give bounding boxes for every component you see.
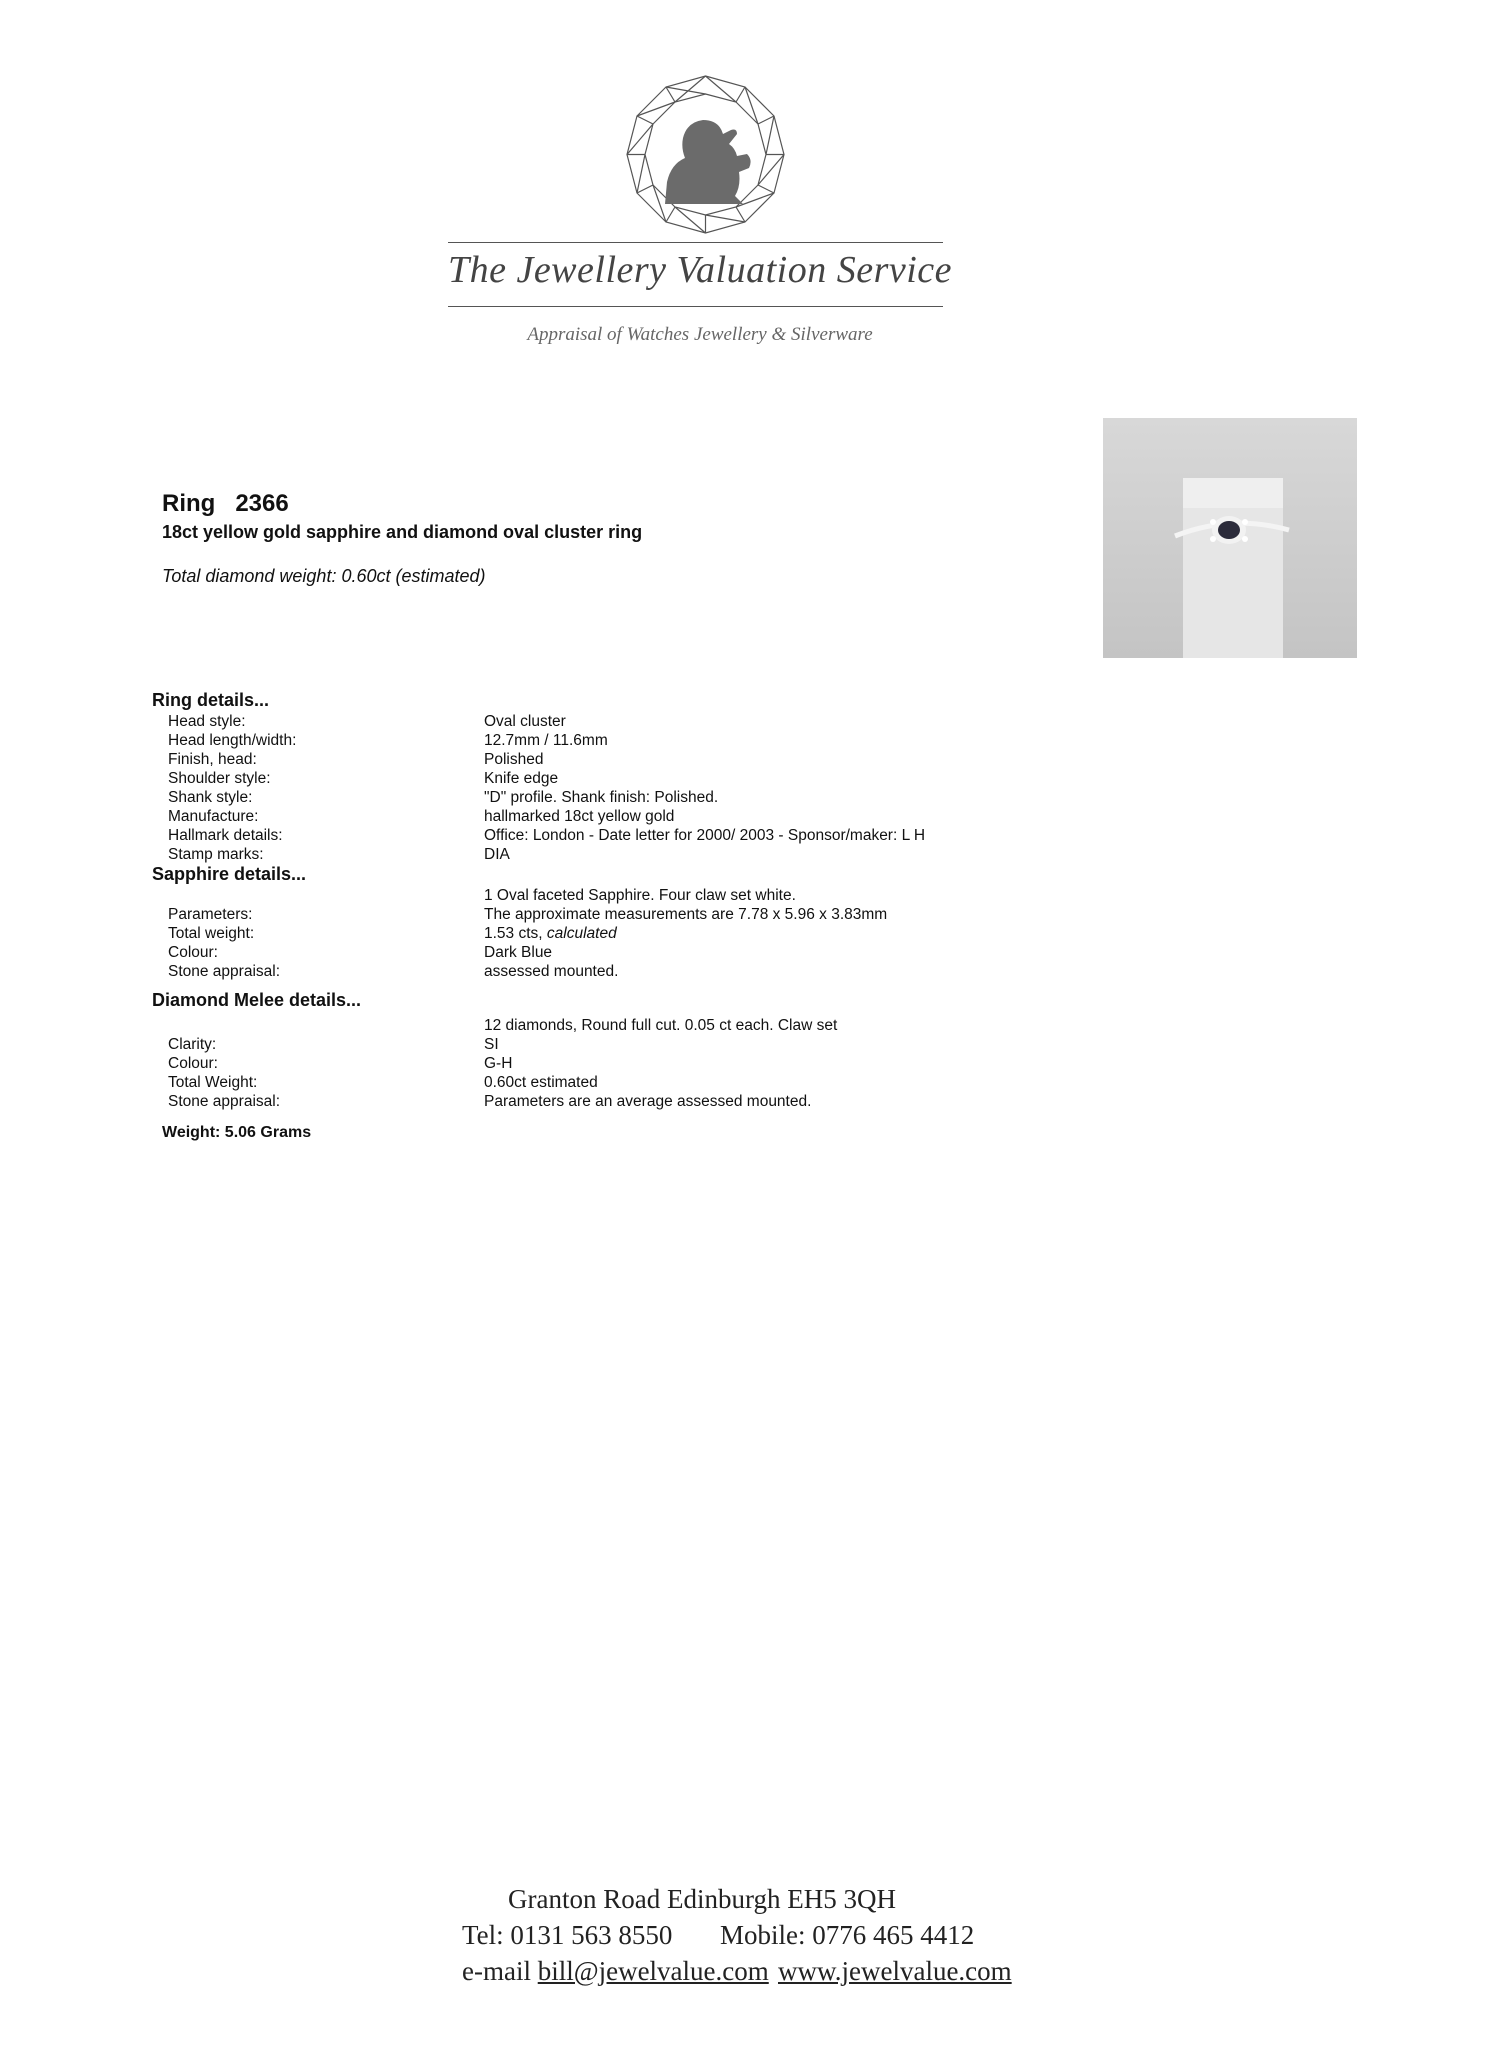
total-diamond-weight: Total diamond weight: 0.60ct (estimated) <box>162 566 486 586</box>
footer-tel: Tel: 0131 563 8550 <box>462 1920 673 1950</box>
tagline: Appraisal of Watches Jewellery & Silverware <box>527 324 873 345</box>
letterhead-rule-top <box>448 242 943 243</box>
ring-details-heading: Ring details... <box>152 690 270 710</box>
item-description: 18ct yellow gold sapphire and diamond oval cluster ring <box>162 522 643 542</box>
diamond-appraisal-label: Stone appraisal: <box>168 1093 281 1110</box>
footer-website-link[interactable]: www.jewelvalue.com <box>778 1956 1012 1986</box>
finish-value: Polished <box>484 751 544 768</box>
sapphire-colour-value: Dark Blue <box>484 944 553 961</box>
diamond-weight-value: 0.60ct estimated <box>484 1074 598 1091</box>
item-title <box>162 490 289 518</box>
footer-email-label: e-mail <box>462 1956 531 1986</box>
finish-label: Finish, head: <box>168 751 257 768</box>
head-style-label: Head style: <box>168 713 246 730</box>
footer-mobile: Mobile: 0776 465 4412 <box>720 1920 975 1950</box>
sapphire-colour-label: Colour: <box>168 944 218 961</box>
letterhead-rule-bottom <box>448 306 943 307</box>
ring-photo <box>1103 418 1357 658</box>
item-weight: Weight: 5.06 Grams <box>162 1124 312 1141</box>
hallmark-label: Hallmark details: <box>168 827 283 844</box>
shank-label: Shank style: <box>168 789 253 806</box>
clarity-label: Clarity: <box>168 1036 217 1053</box>
head-size-value: 12.7mm / 11.6mm <box>484 732 608 749</box>
item-type: Ring <box>162 490 216 517</box>
stamp-label: Stamp marks: <box>168 846 264 863</box>
diamond-summary: 12 diamonds, Round full cut. 0.05 ct each. Claw set <box>484 1017 838 1034</box>
parameters-value: The approximate measurements are 7.78 x 5.96 x 3.83mm <box>484 906 888 923</box>
parameters-label: Parameters: <box>168 906 253 923</box>
sapphire-weight-amount: 1.53 cts, <box>484 925 543 942</box>
shank-value: "D" profile. Shank finish: Polished. <box>484 789 719 806</box>
footer-website-row <box>778 1956 1012 1987</box>
sapphire-details-heading: Sapphire details... <box>152 864 307 884</box>
hallmark-value: Office: London - Date letter for 2000/ 2003 - Sponsor/maker: L H <box>484 827 926 844</box>
footer-email-row <box>462 1956 769 1987</box>
sapphire-weight-label: Total weight: <box>168 925 255 942</box>
shoulder-label: Shoulder style: <box>168 770 271 787</box>
jeweller-logo <box>623 72 788 237</box>
diamond-colour-value: G-H <box>484 1055 513 1072</box>
brand-name: The Jewellery Valuation Service <box>447 249 953 291</box>
diamond-details-heading: Diamond Melee details... <box>152 990 362 1010</box>
head-size-label: Head length/width: <box>168 732 297 749</box>
sapphire-weight-value <box>484 924 617 943</box>
stamp-value: DIA <box>484 846 510 863</box>
head-style-value: Oval cluster <box>484 713 566 730</box>
sapphire-weight-note: calculated <box>546 925 617 942</box>
sapphire-appraisal-label: Stone appraisal: <box>168 963 281 980</box>
footer-address: Granton Road Edinburgh EH5 3QH <box>508 1884 896 1914</box>
manufacture-label: Manufacture: <box>168 808 259 825</box>
diamond-appraisal-value: Parameters are an average assessed mounted. <box>484 1093 812 1110</box>
footer-email-link[interactable]: bill@jewelvalue.com <box>537 1956 769 1986</box>
item-number: 2366 <box>235 490 289 517</box>
diamond-weight-label: Total Weight: <box>168 1074 258 1091</box>
shoulder-value: Knife edge <box>484 770 559 787</box>
manufacture-value: hallmarked 18ct yellow gold <box>484 808 675 825</box>
diamond-colour-label: Colour: <box>168 1055 218 1072</box>
clarity-value: SI <box>484 1036 499 1053</box>
sapphire-appraisal-value: assessed mounted. <box>484 963 619 980</box>
sapphire-summary: 1 Oval faceted Sapphire. Four claw set white. <box>484 887 796 904</box>
